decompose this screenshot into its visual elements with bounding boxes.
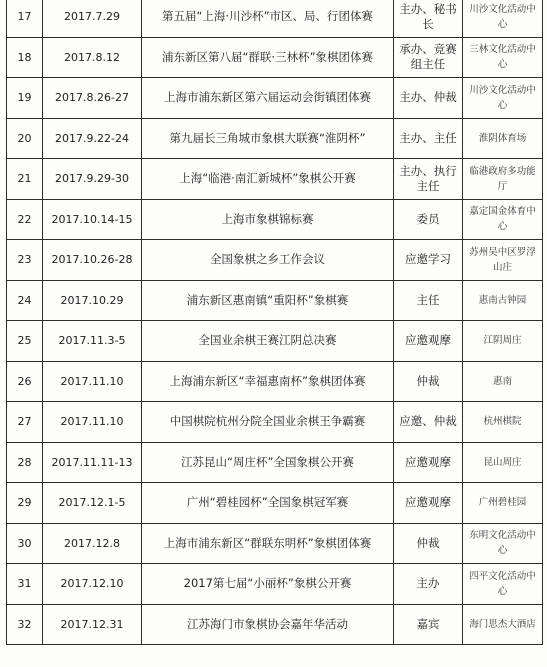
event-name: 2017第七届“小丽杯”象棋公开赛 bbox=[142, 564, 394, 605]
row-number: 27 bbox=[7, 402, 43, 443]
event-name: 第九届长三角城市象棋大联赛“淮阴杯” bbox=[142, 118, 394, 159]
table-row bbox=[7, 564, 543, 605]
table-row bbox=[7, 280, 543, 321]
event-venue: 三林文化活动中心 bbox=[463, 37, 543, 78]
table-row bbox=[7, 199, 543, 240]
table-row bbox=[7, 240, 543, 281]
event-name: 广州“碧桂园杯”全国象棋冠军赛 bbox=[142, 483, 394, 524]
event-role: 嘉宾 bbox=[394, 604, 463, 645]
row-number: 22 bbox=[7, 199, 43, 240]
event-role: 主任 bbox=[394, 280, 463, 321]
event-name: 中国棋院杭州分院全国业余棋王争霸赛 bbox=[142, 402, 394, 443]
event-date: 2017.7.29 bbox=[43, 0, 142, 37]
event-venue: 川沙文化活动中心 bbox=[463, 0, 543, 37]
event-role: 委员 bbox=[394, 199, 463, 240]
row-number: 19 bbox=[7, 78, 43, 119]
row-number: 20 bbox=[7, 118, 43, 159]
event-role: 主办、执行主任 bbox=[394, 159, 463, 200]
event-name: 浦东新区第八届“群联·三林杯”象棋团体赛 bbox=[142, 37, 394, 78]
event-date: 2017.11.10 bbox=[43, 361, 142, 402]
row-number: 26 bbox=[7, 361, 43, 402]
event-venue: 临港政府多功能厅 bbox=[463, 159, 543, 200]
table-row bbox=[7, 321, 543, 362]
row-number: 23 bbox=[7, 240, 43, 281]
row-number: 32 bbox=[7, 604, 43, 645]
event-venue: 惠南 bbox=[463, 361, 543, 402]
event-venue: 海门思杰大酒店 bbox=[463, 604, 543, 645]
event-venue: 昆山周庄 bbox=[463, 442, 543, 483]
event-name: 上海市象棋锦标赛 bbox=[142, 199, 394, 240]
event-date: 2017.12.1-5 bbox=[43, 483, 142, 524]
event-name: 上海市浦东新区第六届运动会街镇团体赛 bbox=[142, 78, 394, 119]
event-date: 2017.10.26-28 bbox=[43, 240, 142, 281]
table-row bbox=[7, 0, 543, 37]
table-row bbox=[7, 159, 543, 200]
row-number: 21 bbox=[7, 159, 43, 200]
event-name: 江苏海门市象棋协会嘉年华活动 bbox=[142, 604, 394, 645]
event-role: 主办 bbox=[394, 564, 463, 605]
table-row bbox=[7, 402, 543, 443]
event-date: 2017.8.12 bbox=[43, 37, 142, 78]
table-row bbox=[7, 118, 543, 159]
event-name: 上海浦东新区“幸福惠南杯”象棋团体赛 bbox=[142, 361, 394, 402]
event-date: 2017.9.22-24 bbox=[43, 118, 142, 159]
row-number: 25 bbox=[7, 321, 43, 362]
event-name: 江苏昆山“周庄杯”全国象棋公开赛 bbox=[142, 442, 394, 483]
event-date: 2017.12.10 bbox=[43, 564, 142, 605]
event-role: 应邀、仲裁 bbox=[394, 402, 463, 443]
event-venue: 苏州吴中区罗浮山庄 bbox=[463, 240, 543, 281]
event-role: 主办、秘书长 bbox=[394, 0, 463, 37]
table-row bbox=[7, 604, 543, 645]
table-row bbox=[7, 37, 543, 78]
event-role: 应邀观摩 bbox=[394, 483, 463, 524]
event-role: 仲裁 bbox=[394, 523, 463, 564]
event-venue: 东明文化活动中心 bbox=[463, 523, 543, 564]
event-role: 应邀观摩 bbox=[394, 321, 463, 362]
event-venue: 四平文化活动中心 bbox=[463, 564, 543, 605]
event-date: 2017.9.29-30 bbox=[43, 159, 142, 200]
event-venue: 杭州棋院 bbox=[463, 402, 543, 443]
table-row bbox=[7, 523, 543, 564]
event-date: 2017.11.10 bbox=[43, 402, 142, 443]
event-venue: 嘉定国金体育中心 bbox=[463, 199, 543, 240]
event-date: 2017.10.29 bbox=[43, 280, 142, 321]
event-date: 2017.11.3-5 bbox=[43, 321, 142, 362]
row-number: 24 bbox=[7, 280, 43, 321]
event-name: 上海“临港·南汇新城杯”象棋公开赛 bbox=[142, 159, 394, 200]
event-venue: 惠南古钟园 bbox=[463, 280, 543, 321]
event-name: 浦东新区惠南镇“重阳杯”象棋赛 bbox=[142, 280, 394, 321]
event-date: 2017.10.14-15 bbox=[43, 199, 142, 240]
event-role: 应邀观摩 bbox=[394, 442, 463, 483]
row-number: 28 bbox=[7, 442, 43, 483]
event-name: 全国业余棋王赛江阴总决赛 bbox=[142, 321, 394, 362]
table-row bbox=[7, 483, 543, 524]
event-venue: 淮阴体育场 bbox=[463, 118, 543, 159]
event-name: 全国象棋之乡工作会议 bbox=[142, 240, 394, 281]
event-venue: 川沙文化活动中心 bbox=[463, 78, 543, 119]
table-row bbox=[7, 361, 543, 402]
table-row bbox=[7, 442, 543, 483]
event-name: 上海市浦东新区“群联东明杯”象棋团体赛 bbox=[142, 523, 394, 564]
row-number: 29 bbox=[7, 483, 43, 524]
event-date: 2017.12.31 bbox=[43, 604, 142, 645]
event-date: 2017.11.11-13 bbox=[43, 442, 142, 483]
event-role: 应邀学习 bbox=[394, 240, 463, 281]
table-row bbox=[7, 78, 543, 119]
row-number: 31 bbox=[7, 564, 43, 605]
event-date: 2017.12.8 bbox=[43, 523, 142, 564]
event-name: 第五届“上海·川沙杯”市区、局、行团体赛 bbox=[142, 0, 394, 37]
event-date: 2017.8.26-27 bbox=[43, 78, 142, 119]
event-venue: 江阴周庄 bbox=[463, 321, 543, 362]
event-role: 承办、竞赛组主任 bbox=[394, 37, 463, 78]
row-number: 17 bbox=[7, 0, 43, 37]
row-number: 18 bbox=[7, 37, 43, 78]
event-venue: 广州碧桂园 bbox=[463, 483, 543, 524]
event-role: 仲裁 bbox=[394, 361, 463, 402]
event-role: 主办、仲裁 bbox=[394, 78, 463, 119]
event-role: 主办、主任 bbox=[394, 118, 463, 159]
row-number: 30 bbox=[7, 523, 43, 564]
event-schedule-table bbox=[6, 0, 543, 645]
